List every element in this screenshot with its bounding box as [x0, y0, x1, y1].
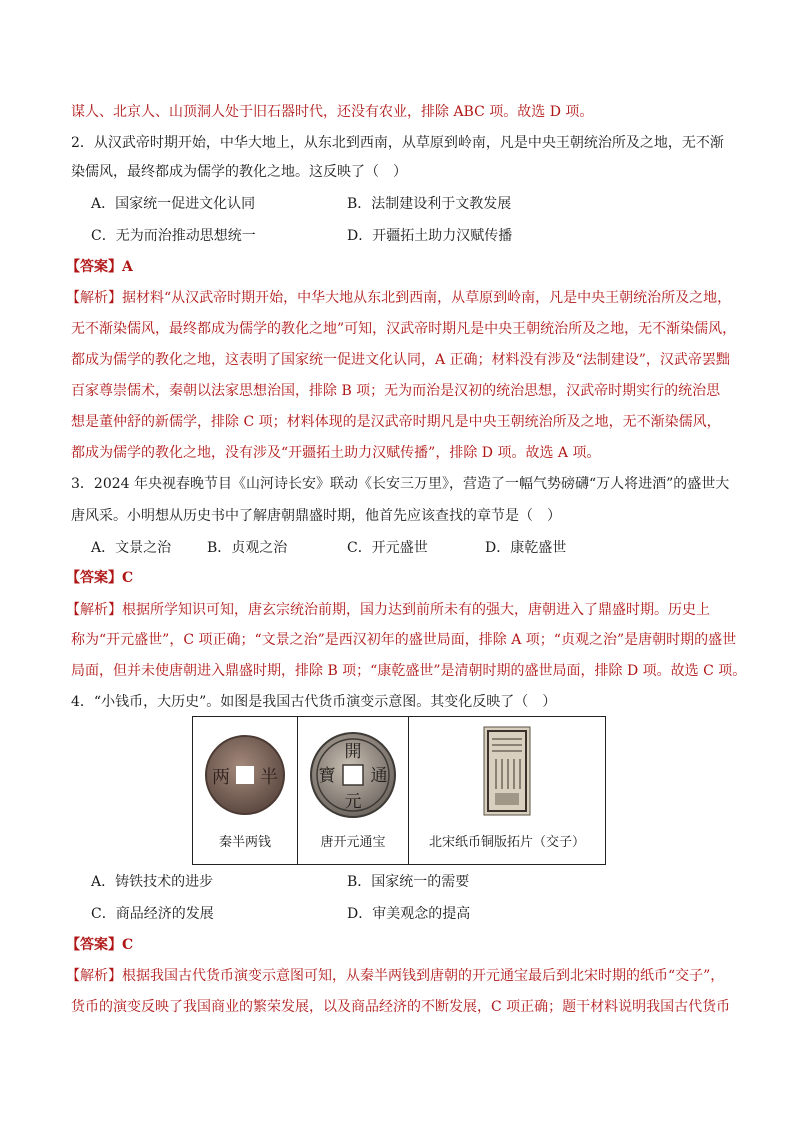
q2-option-c: C．无为而治推动思想统一	[91, 228, 256, 244]
q4-option-a: A．铸铁技术的进步	[91, 874, 214, 890]
coin2-char-top: 開	[344, 742, 362, 762]
prev-analysis-tail: 谋人、北京人、山顶洞人处于旧石器时代，还没有农业，排除 ABC 项。故选 D 项。	[71, 104, 594, 120]
q2-stem-line-1: 2．从汉武帝时期开始，中华大地上，从东北到西南，从草原到岭南，凡是中央王朝统治所及之地，无不渐	[71, 135, 724, 151]
jiaozi-rubbing-image	[409, 717, 605, 829]
coin2-char-right: 通	[370, 766, 388, 786]
q2-analysis-line-3: 都成为儒学的教化之地，这表明了国家统一促进文化认同，A 正确；材料没有涉及“法制建设”，汉武帝罢黜	[71, 352, 730, 368]
caption-tang: 唐开元通宝	[320, 835, 386, 850]
coin2-char-bottom: 元	[344, 792, 362, 812]
q2-analysis-line-1: 【解析】据材料“从汉武帝时期开始，中华大地从东北到西南，从草原到岭南，凡是中央王朝统治所及之地，	[66, 290, 732, 306]
currency-figure	[192, 716, 606, 865]
q4-analysis-line-1: 【解析】根据我国古代货币演变示意图可知，从秦半两钱到唐朝的开元通宝最后到北宋时期的纸币“交子”，	[66, 968, 725, 984]
q4-option-c: C．商品经济的发展	[91, 906, 214, 922]
q4-answer: 【答案】C	[66, 937, 134, 953]
tang-kaiyuan-coin-image	[298, 717, 408, 829]
q2-analysis-line-6: 都成为儒学的教化之地，没有涉及“开疆拓土助力汉赋传播”，排除 D 项。故选 A 项。	[71, 445, 601, 461]
q4-stem: 4．“小钱币，大历史”。如图是我国古代货币演变示意图。其变化反映了（ ）	[71, 694, 557, 710]
q2-answer: 【答案】A	[66, 259, 133, 275]
q3-option-d: D．康乾盛世	[485, 540, 567, 556]
q2-analysis-line-4: 百家尊崇儒术，秦朝以法家思想治国，排除 B 项；无为而治是汉初的统治思想，汉武帝时期实行的统治思	[71, 383, 721, 399]
caption-qin: 秦半两钱	[218, 835, 271, 850]
coin1-char-right: 半	[260, 767, 278, 788]
q3-analysis-line-3: 局面，但并未使唐朝进入鼎盛时期，排除 B 项；“康乾盛世”是清朝时期的盛世局面，排除 D 项。故选 C 项。	[71, 663, 747, 679]
figure-cell-qin	[193, 717, 298, 865]
q3-analysis-line-2: 称为“开元盛世”，C 项正确；“文景之治”是西汉初年的盛世局面，排除 A 项；“贞观之治”是唐朝时期的盛世	[71, 632, 737, 648]
coin2-char-left: 寶	[318, 766, 336, 786]
q3-answer: 【答案】C	[66, 570, 134, 586]
qin-banliang-coin-image	[193, 717, 297, 829]
figure-cell-tang	[298, 717, 409, 865]
q3-stem-line-1: 3．2024 年央视春晚节目《山河诗长安》联动《长安三万里》，营造了一幅气势磅礴“万人将进酒”的盛世大	[71, 476, 730, 492]
q2-option-a: A．国家统一促进文化认同	[91, 196, 256, 212]
q4-option-b: B．国家统一的需要	[347, 874, 470, 890]
coin1-char-left: 两	[212, 767, 230, 788]
q4-analysis-line-2: 货币的演变反映了我国商业的繁荣发展，以及商品经济的不断发展，C 项正确；题干材料说明我国古代货币	[71, 999, 731, 1015]
figure-cell-jiaozi	[409, 717, 606, 865]
q2-stem-line-2: 染儒风，最终都成为儒学的教化之地。这反映了（ ）	[71, 164, 407, 180]
q3-option-c: C．开元盛世	[347, 540, 428, 556]
q4-option-d: D．审美观念的提高	[347, 906, 471, 922]
q3-option-b: B．贞观之治	[207, 540, 288, 556]
q2-analysis-line-5: 想是董仲舒的新儒学，排除 C 项；材料体现的是汉武帝时期凡是中央王朝统治所及之地，无不渐染儒风，	[71, 414, 721, 430]
q2-option-b: B．法制建设利于文教发展	[347, 196, 512, 212]
q3-option-a: A．文景之治	[91, 540, 172, 556]
q2-analysis-line-2: 无不渐染儒风，最终都成为儒学的教化之地”可知，汉武帝时期凡是中央王朝统治所及之地，无不渐染儒风，	[71, 321, 737, 337]
q2-option-d: D．开疆拓土助力汉赋传播	[347, 228, 513, 244]
q3-analysis-line-1: 【解析】根据所学知识可知，唐玄宗统治前期，国力达到前所未有的强大，唐朝进入了鼎盛时期。历史上	[66, 602, 710, 618]
q3-stem-line-2: 唐风采。小明想从历史书中了解唐朝鼎盛时期，他首先应该查找的章节是（ ）	[71, 508, 561, 524]
caption-jiaozi: 北宋纸币铜版拓片（交子）	[428, 835, 585, 850]
